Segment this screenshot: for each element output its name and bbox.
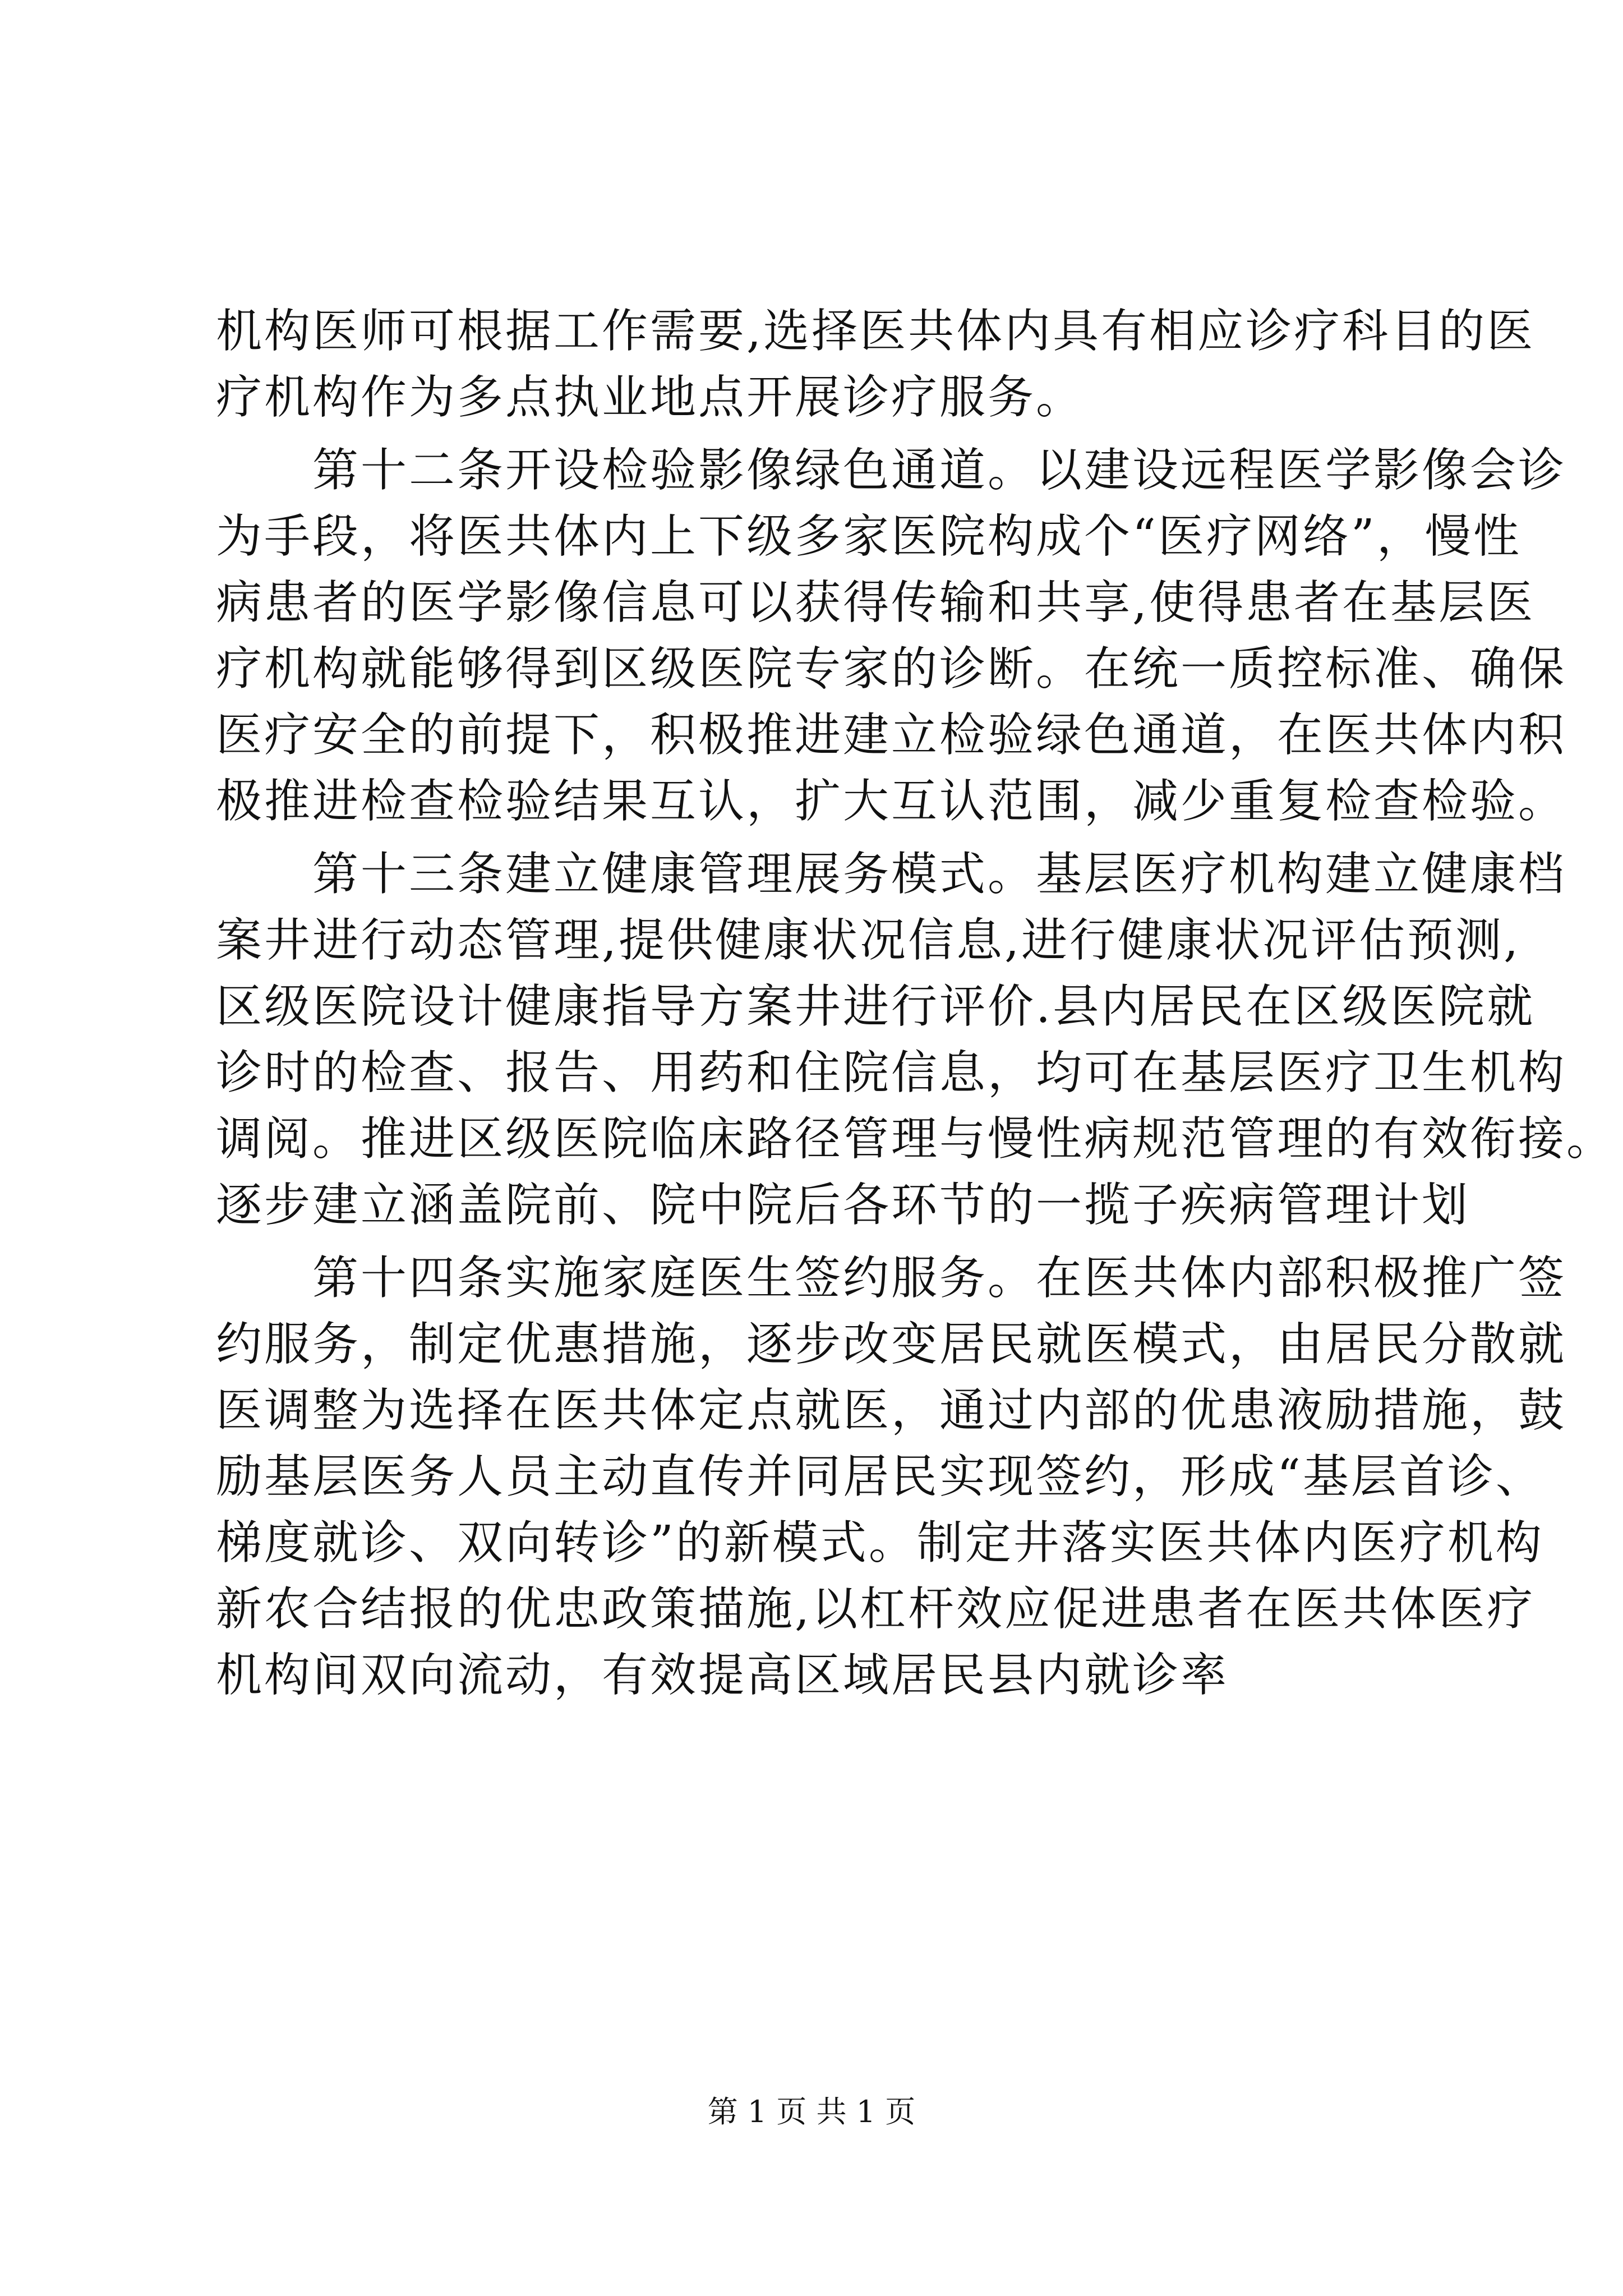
text-line: 第十三条建立健康管理展务模式。基层医疗机构建立健康档 bbox=[216, 848, 1567, 901]
text-line: 第十二条开设检验影像绿色通道。以建设远程医学影像会诊 bbox=[216, 444, 1567, 497]
text-line: 新农合结报的优忠政策描施,以杠杆效应促进患者在医共体医疗 bbox=[216, 1582, 1536, 1636]
page-number: 第 1 页 共 1 页 bbox=[707, 2094, 916, 2129]
text-line: 机构医师可根据工作需要,选择医共体内具有相应诊疗科目的医 bbox=[216, 305, 1536, 358]
text-line: 逐步建立涵盖院前、院中院后各环节的一揽子疾病管理计划 bbox=[216, 1179, 1470, 1232]
text-line: 调阅。推进区级医院临床路径管理与慢性病规范管理的有效衔接。 bbox=[216, 1112, 1615, 1166]
text-line: 区级医院设计健康指导方案井进行评价.县内居民在区级医院就 bbox=[216, 980, 1536, 1033]
text-line: 励基层医务人员主动直传并同居民实现签约，形成“基层首诊、 bbox=[216, 1450, 1544, 1503]
text-line: 疗机构就能够得到区级医院专家的诊断。在统一质控标准、确保 bbox=[216, 642, 1567, 696]
text-line: 极推进检查检验结果互认，扩大互认范围，减少重复检查检验。 bbox=[216, 775, 1567, 828]
text-line: 第十四条实施家庭医生签约服务。在医共体内部积极推广签 bbox=[216, 1251, 1567, 1305]
text-line: 病患者的医学影像信息可以获得传输和共享,使得患者在基层医 bbox=[216, 576, 1536, 629]
text-line: 医调整为选择在医共体定点就医，通过内部的优患液励措施，鼓 bbox=[216, 1384, 1567, 1437]
text-line: 约服务，制定优惠措施，逐步改变居民就医模式，由居民分散就 bbox=[216, 1318, 1567, 1371]
text-line: 诊时的检查、报告、用药和住院信息，均可在基层医疗卫生机构 bbox=[216, 1046, 1567, 1099]
text-line: 案井进行动态管理,提供健康状况信息,进行健康状况评估预测, bbox=[216, 914, 1521, 967]
text-line: 梯度就诊、双向转诊”的新模式。制定井落实医共体内医疗机构 bbox=[216, 1516, 1544, 1570]
body-text bbox=[216, 298, 1615, 1709]
text-line: 机构间双向流动，有效提高区域居民县内就诊率 bbox=[216, 1649, 1229, 1702]
text-line: 为手段，将医共体内上下级多家医院构成个“医疗网络”，慢性 bbox=[216, 510, 1521, 563]
text-line: 疗机构作为多点执业地点开展诊疗服务。 bbox=[216, 371, 1085, 424]
text-line: 医疗安全的前提下，积极推进建立检验绿色通道，在医共体内积 bbox=[216, 708, 1567, 762]
